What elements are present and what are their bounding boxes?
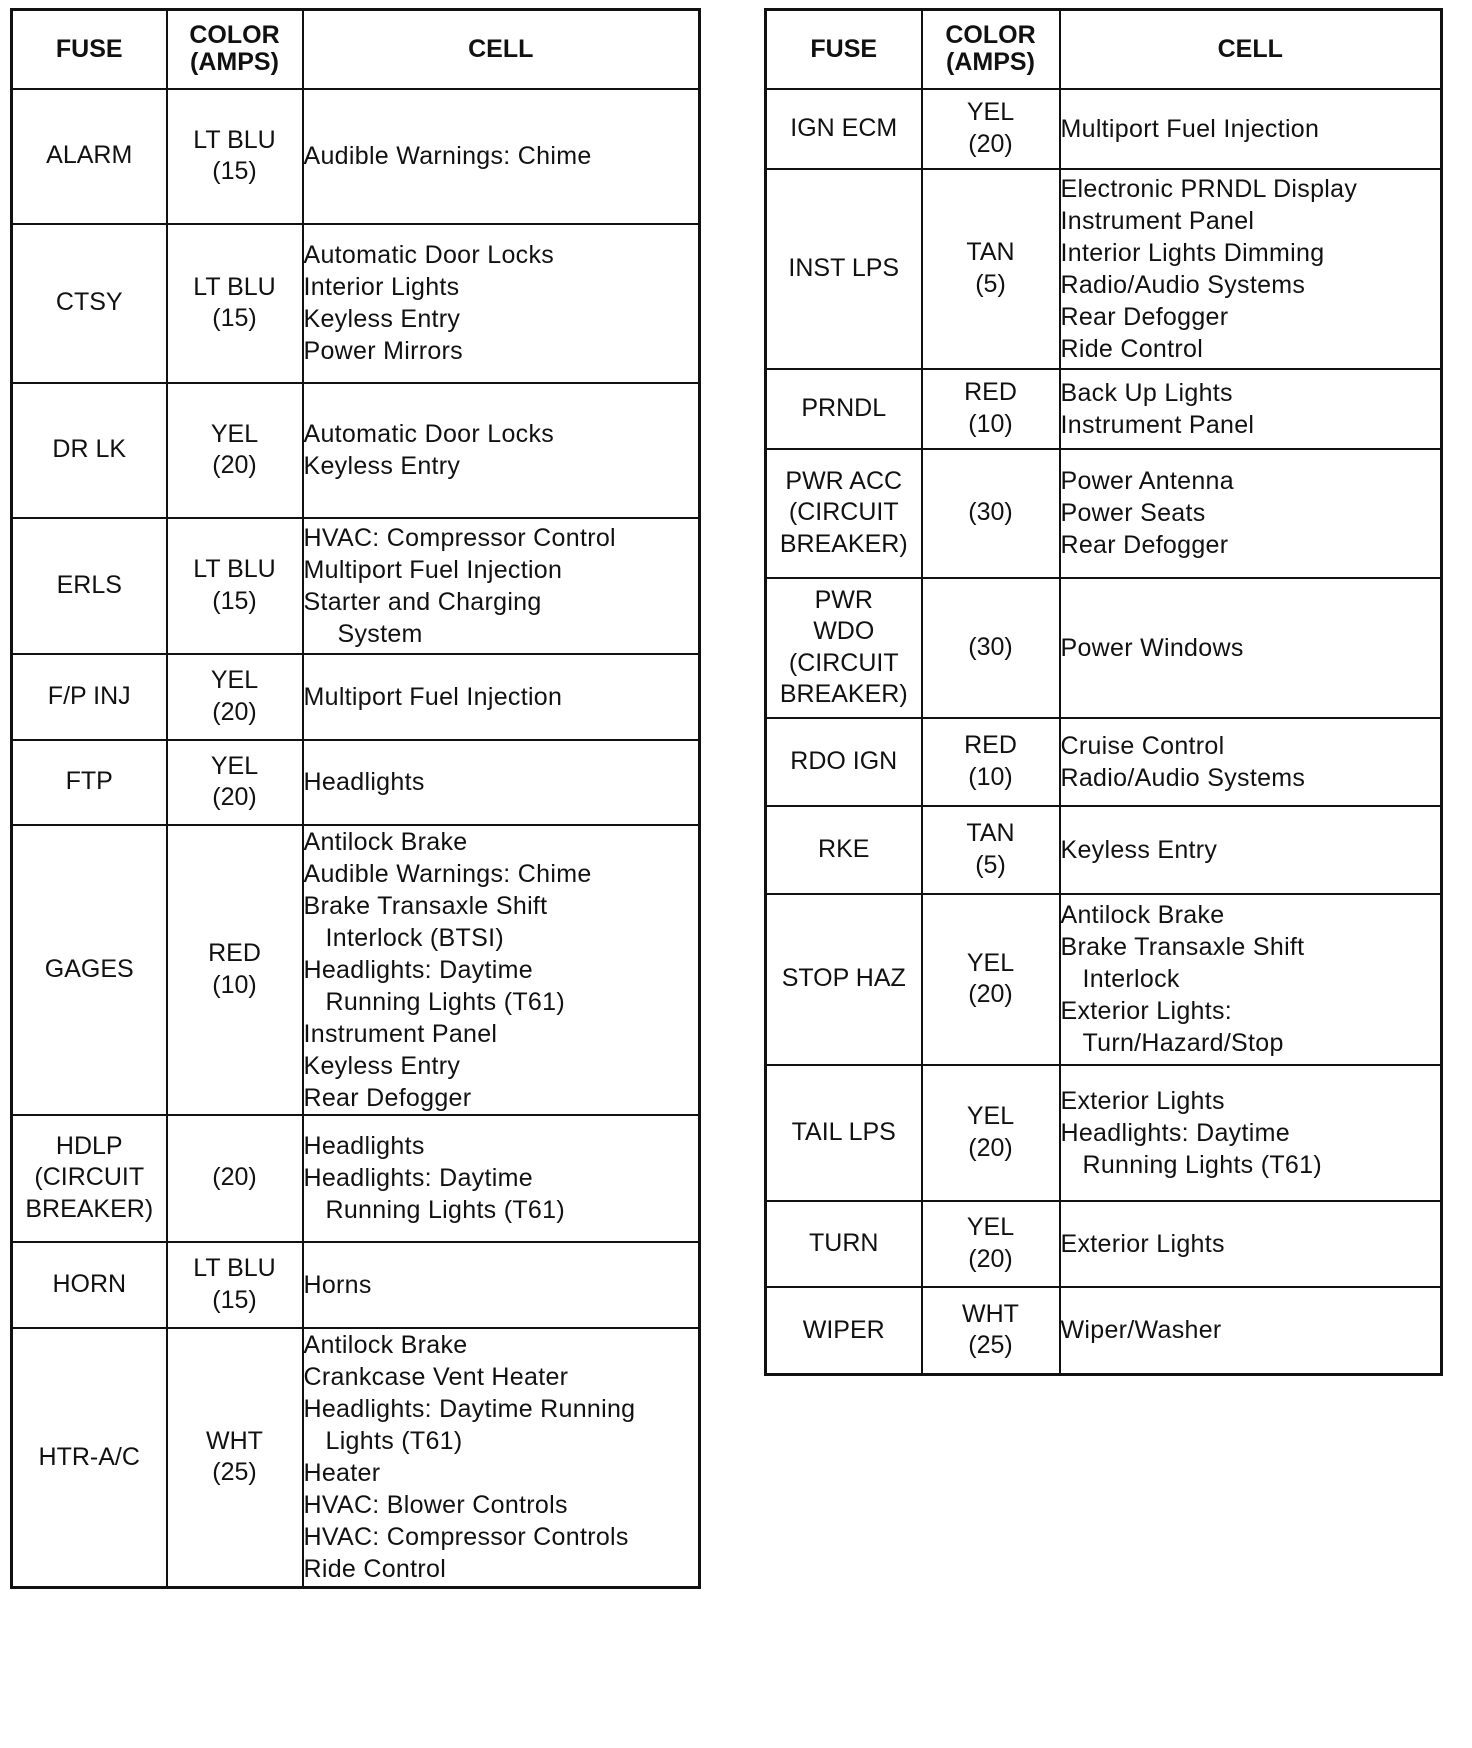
table-row <box>12 224 700 383</box>
circuit-line: Lights (T61) <box>325 1427 463 1456</box>
fuse-name: DR LK <box>52 435 127 464</box>
fuse-name: IGN ECM <box>790 113 898 142</box>
table-row <box>12 1242 700 1328</box>
fuse-color-amps-cell <box>922 718 1060 806</box>
fuse-color-amps: (20) <box>212 451 257 479</box>
fuse-name-cell <box>766 806 922 894</box>
fuse-color-amps-cell <box>167 1242 303 1328</box>
fuse-color-amps-cell <box>167 740 303 825</box>
circuit-line: Interior Lights Dimming <box>1060 238 1325 267</box>
fuse-name-cell <box>12 518 167 654</box>
header-fuse: FUSE <box>766 10 922 89</box>
fuse-color-amps: RED <box>964 731 1017 760</box>
fuse-name: FTP <box>65 767 113 796</box>
fuse-name-cell <box>766 449 922 578</box>
circuit-line: Headlights: Daytime <box>303 1164 533 1192</box>
circuit-line: Interlock (BTSI) <box>325 923 504 952</box>
circuit-line: Instrument Panel <box>1060 410 1255 439</box>
fuse-color-amps: WHT <box>962 1300 1019 1328</box>
circuit-line: Instrument Panel <box>303 1019 498 1048</box>
fuse-name: BREAKER) <box>779 679 908 708</box>
fuse-table-left <box>10 8 701 1589</box>
circuit-line: Keyless Entry <box>1060 835 1218 864</box>
fuse-color-amps-cell <box>167 518 303 654</box>
table-row <box>766 578 1442 718</box>
fuse-color-amps-cell <box>922 169 1060 369</box>
circuit-line: Antilock Brake <box>303 1331 468 1360</box>
fuse-color-amps-cell <box>922 369 1060 449</box>
fuse-name-cell <box>766 1287 922 1375</box>
fuse-color-amps: LT BLU <box>193 555 276 584</box>
fuse-circuits-cell <box>1060 894 1442 1065</box>
fuse-name-cell <box>12 654 167 740</box>
circuit-line: Keyless Entry <box>303 305 461 333</box>
fuse-name: CTSY <box>55 288 123 317</box>
fuse-color-amps-cell <box>922 1201 1060 1287</box>
fuse-color-amps: (5) <box>975 269 1006 298</box>
header-cell: CELL <box>303 10 700 89</box>
fuse-color-amps: (30) <box>968 632 1013 661</box>
table-row <box>12 518 700 654</box>
circuit-line: Exterior Lights <box>1060 1229 1225 1258</box>
table-row <box>766 369 1442 449</box>
circuit-line: Crankcase Vent Heater <box>303 1363 569 1392</box>
fuse-color-amps: (15) <box>212 1285 257 1314</box>
fuse-circuits-cell <box>1060 806 1442 894</box>
circuit-line: Power Windows <box>1060 633 1244 662</box>
fuse-circuits-cell <box>303 1115 700 1242</box>
fuse-color-amps: LT BLU <box>193 125 276 154</box>
table-row <box>766 169 1442 369</box>
circuit-line: Automatic Door Locks <box>303 241 555 269</box>
fuse-name: RDO IGN <box>790 746 898 775</box>
table-row <box>766 718 1442 806</box>
circuit-line: Back Up Lights <box>1060 378 1233 407</box>
fuse-name-cell <box>766 894 922 1065</box>
circuit-line: Antilock Brake <box>303 827 468 856</box>
fuse-name: F/P INJ <box>47 681 131 710</box>
fuse-circuits-cell <box>1060 1065 1442 1201</box>
fuse-color-amps: WHT <box>206 1427 263 1455</box>
circuit-line: Automatic Door Locks <box>303 420 555 448</box>
circuit-line: Running Lights (T61) <box>325 987 565 1016</box>
fuse-color-amps: LT BLU <box>193 1254 276 1283</box>
circuit-line: Rear Defogger <box>1060 302 1229 331</box>
circuit-line: Headlights <box>303 1132 425 1160</box>
header-amps: (AMPS) <box>190 48 279 77</box>
fuse-color-amps-cell <box>167 654 303 740</box>
header-color-amps <box>167 10 303 89</box>
fuse-name: ERLS <box>56 570 122 599</box>
fuse-circuits-cell <box>1060 369 1442 449</box>
fuse-color-amps: (20) <box>212 783 257 811</box>
fuse-name: TAIL LPS <box>791 1117 896 1146</box>
fuse-circuits-cell <box>303 1242 700 1328</box>
fuse-table-right <box>764 8 1443 1376</box>
fuse-color-amps: (30) <box>968 498 1013 527</box>
fuse-circuits-cell <box>303 518 700 654</box>
fuse-color-amps-cell <box>167 1115 303 1242</box>
circuit-line: Multiport Fuel Injection <box>1060 114 1320 143</box>
fuse-name-cell <box>12 383 167 518</box>
fuse-color-amps: YEL <box>966 948 1015 977</box>
fuse-color-amps-cell <box>922 806 1060 894</box>
table-header-row <box>12 10 700 89</box>
fuse-name-cell <box>12 825 167 1115</box>
fuse-name: WDO <box>813 617 875 646</box>
circuit-line: Headlights: Daytime Running <box>303 1395 636 1424</box>
fuse-name-cell <box>12 1115 167 1242</box>
fuse-color-amps: (20) <box>212 697 257 726</box>
fuse-color-amps: (5) <box>975 850 1006 879</box>
circuit-line: Instrument Panel <box>1060 206 1255 235</box>
fuse-circuits-cell <box>303 89 700 224</box>
fuse-color-amps: (15) <box>212 157 257 185</box>
fuse-color-amps: TAN <box>966 819 1015 848</box>
fuse-circuits-cell <box>1060 718 1442 806</box>
circuit-line: Interior Lights <box>303 273 460 301</box>
fuse-name: RKE <box>818 834 870 863</box>
fuse-circuits-cell <box>303 825 700 1115</box>
fuse-color-amps-cell <box>922 894 1060 1065</box>
fuse-color-amps-cell <box>922 578 1060 718</box>
header-color-amps <box>922 10 1060 89</box>
fuse-color-amps: (15) <box>212 304 257 332</box>
fuse-name-cell <box>766 1201 922 1287</box>
table-header-row <box>766 10 1442 89</box>
circuit-line: Keyless Entry <box>303 452 461 480</box>
fuse-name: STOP HAZ <box>781 964 906 993</box>
fuse-color-amps-cell <box>167 383 303 518</box>
fuse-color-amps: YEL <box>966 1102 1015 1131</box>
fuse-color-amps: (20) <box>212 1163 257 1192</box>
table-row <box>12 1328 700 1588</box>
circuit-line: Interlock <box>1082 965 1180 993</box>
circuit-line: Power Seats <box>1060 499 1206 527</box>
fuse-circuits-cell <box>1060 169 1442 369</box>
circuit-line: HVAC: Blower Controls <box>303 1491 568 1520</box>
circuit-line: Turn/Hazard/Stop <box>1082 1029 1284 1057</box>
circuit-line: Electronic PRNDL Display <box>1060 174 1358 203</box>
fuse-name-cell <box>766 718 922 806</box>
fuse-color-amps-cell <box>167 825 303 1115</box>
fuse-color-amps-cell <box>167 89 303 224</box>
fuse-circuits-cell <box>303 740 700 825</box>
circuit-line: Exterior Lights <box>1060 1086 1225 1115</box>
fuse-circuits-cell <box>303 383 700 518</box>
circuit-line: Ride Control <box>303 1555 447 1584</box>
circuit-line: Power Mirrors <box>303 337 463 365</box>
fuse-name: ALARM <box>46 141 133 170</box>
fuse-name-cell <box>766 578 922 718</box>
table-row <box>766 449 1442 578</box>
table-row <box>12 825 700 1115</box>
circuit-line: Headlights <box>303 768 425 796</box>
fuse-name-cell <box>12 1242 167 1328</box>
circuit-line: Headlights: Daytime <box>303 955 533 984</box>
circuit-line: Heater <box>303 1459 381 1488</box>
fuse-name: BREAKER) <box>779 529 908 558</box>
circuit-line: Brake Transaxle Shift <box>303 891 548 920</box>
fuse-name: HORN <box>52 1269 127 1298</box>
table-row <box>766 1065 1442 1201</box>
fuse-name: HDLP <box>55 1132 123 1161</box>
header-fuse: FUSE <box>12 10 167 89</box>
circuit-line: System <box>337 619 423 648</box>
fuse-color-amps: (10) <box>968 409 1013 438</box>
fuse-color-amps: YEL <box>966 1213 1015 1242</box>
fuse-color-amps: YEL <box>210 666 259 695</box>
header-amps: (AMPS) <box>946 48 1035 77</box>
circuit-line: Radio/Audio Systems <box>1060 270 1306 299</box>
fuse-color-amps: (20) <box>968 980 1013 1008</box>
fuse-color-amps-cell <box>922 1287 1060 1375</box>
circuit-line: Running Lights (T61) <box>325 1196 565 1224</box>
table-row <box>766 806 1442 894</box>
fuse-circuits-cell <box>1060 1201 1442 1287</box>
fuse-color-amps: YEL <box>966 98 1015 127</box>
fuse-circuits-cell <box>303 654 700 740</box>
fuse-color-amps: TAN <box>966 238 1015 267</box>
fuse-circuits-cell <box>1060 1287 1442 1375</box>
circuit-line: Antilock Brake <box>1060 901 1225 929</box>
fuse-name: (CIRCUIT <box>788 648 899 677</box>
fuse-name-cell <box>12 89 167 224</box>
table-row <box>12 383 700 518</box>
circuit-line: Radio/Audio Systems <box>1060 763 1306 792</box>
table-row <box>766 89 1442 169</box>
fuse-color-amps-cell <box>167 1328 303 1588</box>
fuse-color-amps: (25) <box>212 1458 257 1487</box>
circuit-line: Ride Control <box>1060 334 1204 363</box>
fuse-color-amps: RED <box>208 939 261 968</box>
fuse-name-cell <box>12 224 167 383</box>
fuse-color-amps: (20) <box>968 1133 1013 1162</box>
circuit-line: Running Lights (T61) <box>1082 1150 1322 1179</box>
fuse-name: GAGES <box>44 954 134 983</box>
fuse-color-amps: (15) <box>212 586 257 615</box>
fuse-name-cell <box>766 89 922 169</box>
circuit-line: Starter and Charging <box>303 587 542 616</box>
fuse-color-amps-cell <box>922 449 1060 578</box>
fuse-name: (CIRCUIT <box>34 1163 145 1192</box>
fuse-name-cell <box>766 369 922 449</box>
table-row <box>12 89 700 224</box>
circuit-line: Multiport Fuel Injection <box>303 555 563 584</box>
circuit-line: Exterior Lights: <box>1060 997 1233 1025</box>
fuse-name: HTR-A/C <box>38 1442 140 1471</box>
fuse-circuits-cell <box>1060 449 1442 578</box>
fuse-name-cell <box>12 740 167 825</box>
table-row <box>766 1201 1442 1287</box>
circuit-line: Rear Defogger <box>1060 531 1229 559</box>
circuit-line: HVAC: Compressor Control <box>303 523 616 552</box>
fuse-name-cell <box>766 1065 922 1201</box>
fuse-color-amps-cell <box>922 1065 1060 1201</box>
fuse-name: BREAKER) <box>25 1194 154 1223</box>
table-row <box>12 740 700 825</box>
fuse-color-amps: YEL <box>210 419 259 448</box>
table-row <box>766 1287 1442 1375</box>
circuit-line: Keyless Entry <box>303 1051 461 1080</box>
circuit-line: Multiport Fuel Injection <box>303 682 563 711</box>
fuse-circuits-cell <box>303 224 700 383</box>
fuse-name-cell <box>766 169 922 369</box>
fuse-name: INST LPS <box>788 253 900 282</box>
fuse-color-amps: (20) <box>968 129 1013 158</box>
circuit-line: Brake Transaxle Shift <box>1060 933 1305 961</box>
circuit-line: Rear Defogger <box>303 1083 472 1112</box>
fuse-name: PWR <box>814 586 873 614</box>
fuse-circuits-cell <box>1060 89 1442 169</box>
circuit-line: Wiper/Washer <box>1060 1316 1222 1345</box>
fuse-name: WIPER <box>802 1315 885 1344</box>
fuse-color-amps-cell <box>922 89 1060 169</box>
fuse-color-amps: (10) <box>212 970 257 999</box>
table-row <box>12 1115 700 1242</box>
fuse-name: (CIRCUIT <box>788 498 899 527</box>
circuit-line: Headlights: Daytime <box>1060 1118 1290 1147</box>
fuse-circuits-cell <box>1060 578 1442 718</box>
circuit-line: Audible Warnings: Chime <box>303 859 592 888</box>
fuse-name-cell <box>12 1328 167 1588</box>
header-color: COLOR <box>945 21 1036 50</box>
table-row <box>12 654 700 740</box>
fuse-color-amps: LT BLU <box>193 272 276 301</box>
fuse-color-amps-cell <box>167 224 303 383</box>
circuit-line: Cruise Control <box>1060 731 1225 760</box>
fuse-color-amps: YEL <box>210 751 259 780</box>
circuit-line: Power Antenna <box>1060 467 1234 495</box>
fuse-color-amps: (25) <box>968 1331 1013 1360</box>
header-cell: CELL <box>1060 10 1442 89</box>
circuit-line: Horns <box>303 1270 372 1299</box>
fuse-name: TURN <box>809 1228 879 1257</box>
fuse-name: PRNDL <box>801 393 887 422</box>
circuit-line: HVAC: Compressor Controls <box>303 1523 629 1552</box>
fuse-color-amps: RED <box>964 378 1017 407</box>
fuse-name: PWR ACC <box>785 467 903 496</box>
fuse-color-amps: (10) <box>968 762 1013 791</box>
table-row <box>766 894 1442 1065</box>
fuse-color-amps: (20) <box>968 1244 1013 1273</box>
header-color: COLOR <box>189 21 280 50</box>
circuit-line: Audible Warnings: Chime <box>303 142 592 170</box>
fuse-circuits-cell <box>303 1328 700 1588</box>
